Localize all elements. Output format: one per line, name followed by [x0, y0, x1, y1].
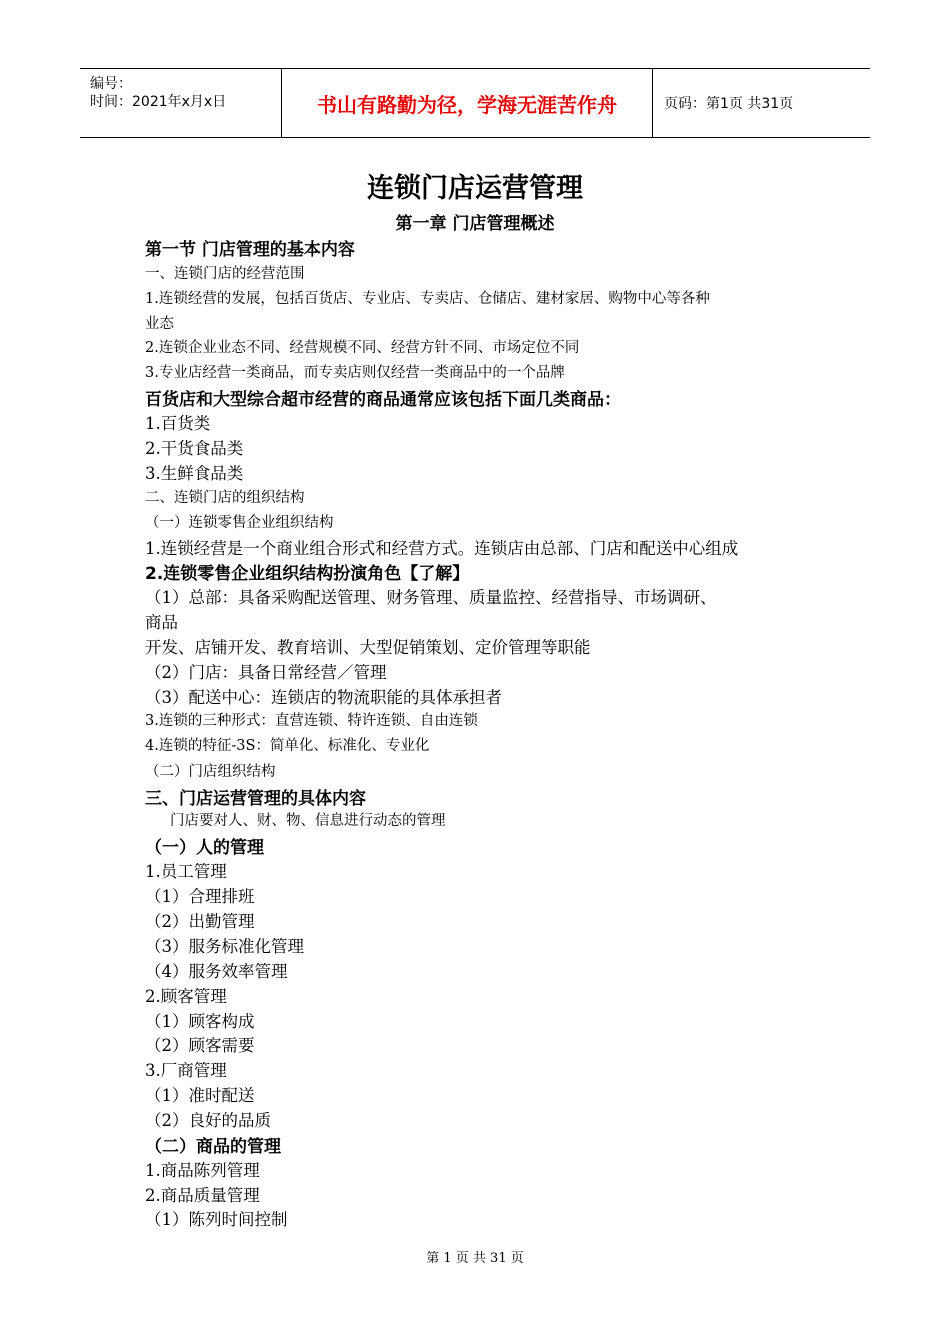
list-item: （2）顾客需要: [145, 1036, 255, 1055]
body-line: 1.连锁经营是一个商业组合形式和经营方式。连锁店由总部、门店和配送中心组成: [145, 539, 739, 558]
list-item: （1）准时配送: [145, 1086, 255, 1105]
body-line: 4.连锁的特征-3S：简单化、标准化、专业化: [145, 738, 430, 754]
list-item: 开发、店铺开发、教育培训、大型促销策划、定价管理等职能: [145, 638, 591, 657]
list-item: 1.商品陈列管理: [145, 1161, 260, 1180]
subheading: （一）连锁零售企业组织结构: [145, 515, 334, 531]
list-item: 2.顾客管理: [145, 987, 227, 1006]
document-number-label: 编号：: [90, 76, 132, 92]
document-title: 连锁门店运营管理: [367, 173, 583, 204]
body-line: 2.连锁企业业态不同、经营规模不同、经营方针不同、市场定位不同: [145, 340, 580, 356]
bold-heading: 百货店和大型综合超市经营的商品通常应该包括下面几类商品：: [145, 390, 621, 410]
list-item: 商品: [145, 613, 178, 632]
list-item: 3.厂商管理: [145, 1061, 227, 1080]
subsection-heading: （二）商品的管理: [145, 1137, 281, 1157]
body-line: 门店要对人、财、物、信息进行动态的管理: [170, 813, 446, 829]
section-heading: 三、门店运营管理的具体内容: [145, 789, 366, 809]
subsection-heading: （一）人的管理: [145, 838, 264, 858]
list-item: （2）出勤管理: [145, 912, 255, 931]
list-item: （1）陈列时间控制: [145, 1210, 288, 1229]
header-meta: [80, 69, 280, 137]
bold-heading: 2.连锁零售企业组织结构扮演角色【了解】: [145, 564, 470, 584]
list-item: （3）配送中心：连锁店的物流职能的具体承担者: [145, 688, 502, 707]
section-heading: 第一节 门店管理的基本内容: [145, 240, 355, 260]
list-item: （2）门店：具备日常经营／管理: [145, 663, 387, 682]
body-line: 3.连锁的三种形式：直营连锁、特许连锁、自由连锁: [145, 713, 478, 729]
header-motto: 书山有路勤为径，学海无涯苦作舟: [281, 69, 653, 137]
body-line: 一、连锁门店的经营范围: [145, 266, 305, 282]
list-item: （1）合理排班: [145, 887, 255, 906]
list-item: （1）顾客构成: [145, 1012, 255, 1031]
list-item: 2.商品质量管理: [145, 1186, 260, 1205]
list-item: 1.百货类: [145, 414, 211, 433]
chapter-heading: 第一章 门店管理概述: [395, 214, 555, 234]
list-item: 2.干货食品类: [145, 439, 244, 458]
list-item: 1.员工管理: [145, 862, 227, 881]
header-page-info: 页码：第1页 共31页: [664, 96, 794, 112]
list-item: （3）服务标准化管理: [145, 937, 304, 956]
page-footer: 第 1 页 共 31 页: [426, 1251, 524, 1266]
document-date: 时间：2021年x月x日: [90, 94, 227, 110]
body-line: 业态: [145, 316, 174, 332]
body-line: 1.连锁经营的发展，包括百货店、专业店、专卖店、仓储店、建材家居、购物中心等各种: [145, 291, 710, 307]
page-header: [80, 68, 870, 138]
list-item: （2）良好的品质: [145, 1111, 271, 1130]
subheading: 二、连锁门店的组织结构: [145, 490, 305, 506]
body-line: 3.专业店经营一类商品，而专卖店则仅经营一类商品中的一个品牌: [145, 365, 565, 381]
list-item: （4）服务效率管理: [145, 962, 288, 981]
list-item: 3.生鲜食品类: [145, 464, 244, 483]
subheading: （二）门店组织结构: [145, 764, 276, 780]
list-item: （1）总部：具备采购配送管理、财务管理、质量监控、经营指导、市场调研、: [145, 588, 717, 607]
